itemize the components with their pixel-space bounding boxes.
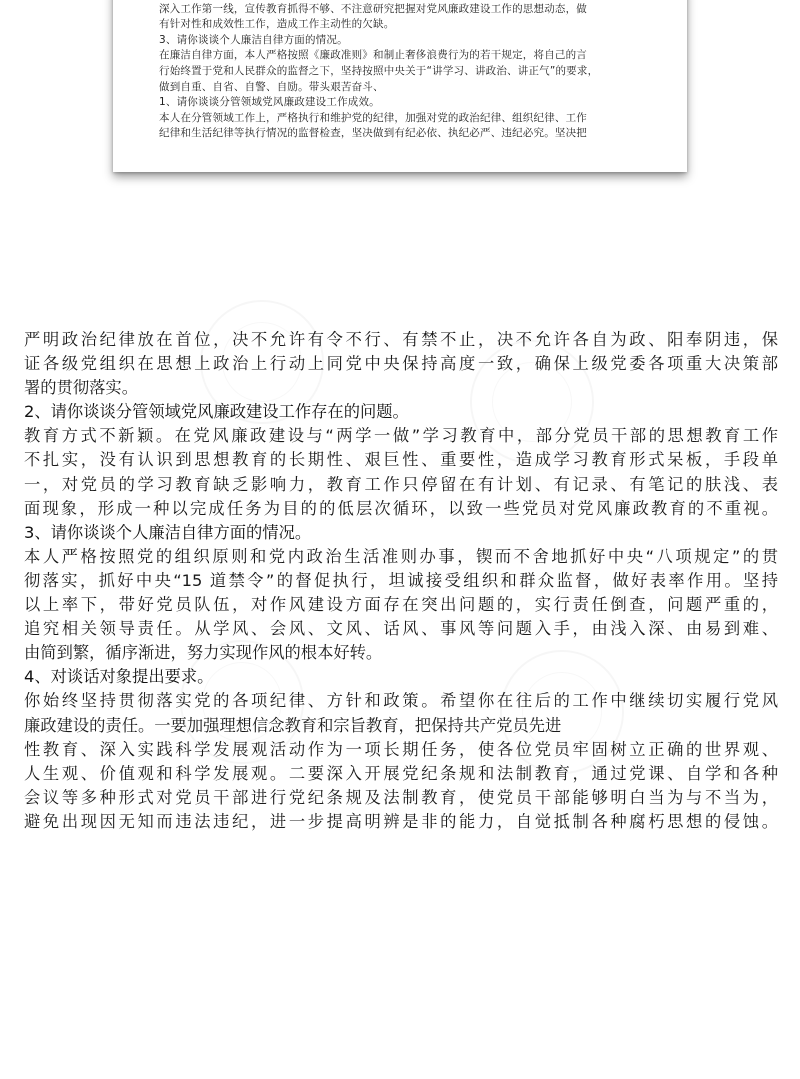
paragraph-line: 严明政治纪律放在首位，决不允许有令不行、有禁不止，决不允许各自为政、阳奉阴违，保 <box>24 330 778 349</box>
paragraph-line: 追究相关领导责任。从学风、会风、文风、话风、事风等问题入手，由浅入深、由易到难、 <box>24 619 778 639</box>
paragraph-line: 本人严格按照党的组织原则和党内政治生活准则办事，锲而不舍地抓好中央“八项规定”的贯 <box>24 546 778 566</box>
preview-line: 有针对性和成效性工作，造成工作主动性的欠缺。 <box>159 18 395 31</box>
paragraph-line: 廉政建设的责任。一要加强理想信念教育和宗旨教育，把保持共产党员先进 <box>24 715 562 735</box>
section-heading: 2、请你谈谈分管领域党风廉政建设工作存在的问题。 <box>24 402 409 422</box>
section-heading: 4、对谈话对象提出要求。 <box>24 667 214 687</box>
paragraph-line: 性教育、深入实践科学发展观活动作为一项长期任务，使各位党员牢固树立正确的世界观、 <box>24 739 778 759</box>
paragraph-line: 以上率下，带好党员队伍，对作风建设方面存在突出问题的，实行责任倒查，问题严重的， <box>24 595 778 615</box>
paragraph-line: 由简到繁，循序渐进，努力实现作风的根本好转。 <box>24 643 383 663</box>
paragraph-line: 不扎实，没有认识到思想教育的长期性、艰巨性、重要性，造成学习教育形式呆板，手段单 <box>24 450 778 470</box>
preview-heading: 1、请你谈谈分管领域党风廉政建设工作成效。 <box>159 96 380 109</box>
preview-heading: 3、请你谈谈个人廉洁自律方面的情况。 <box>159 33 348 46</box>
preview-line: 深入工作第一线，宣传教育抓得不够、不注意研究把握对党风廉政建设工作的思想动态，做 <box>159 2 587 15</box>
section-heading: 3、请你谈谈个人廉洁自律方面的情况。 <box>24 522 312 542</box>
paragraph-line: 人生观、价值观和科学发展观。二要深入开展党纪条规和法制教育，通过党课、自学和各种 <box>24 763 778 783</box>
preview-text-block <box>159 0 649 142</box>
page-preview-card <box>113 0 687 172</box>
preview-line: 纪律和生活纪律等执行情况的监督检查，坚决做到有纪必依、执纪必严、违纪必究。坚决把 <box>159 127 587 140</box>
preview-line: 行始终置于党和人民群众的监督之下，坚持按照中央关于“讲学习、讲政治、讲正气”的要求， <box>159 64 599 77</box>
preview-line: 在廉洁自律方面，本人严格按照《廉政准则》和制止奢侈浪费行为的若干规定，将自己的言 <box>159 49 587 62</box>
paragraph-line: 你始终坚持贯彻落实党的各项纪律、方针和政策。希望你在往后的工作中继续切实履行党风 <box>24 691 778 711</box>
preview-line: 本人在分管领域工作上，严格执行和维护党的纪律，加强对党的政治纪律、组织纪律、工作 <box>159 111 587 124</box>
document-body <box>24 328 778 834</box>
paragraph-line: 会议等多种形式对党员干部进行党纪条规及法制教育，使党员干部能够明白当为与不当为， <box>24 787 778 807</box>
paragraph-line: 一，对党员的学习教育缺乏影响力，教育工作只停留在有计划、有记录、有笔记的肤浅、表 <box>24 474 778 494</box>
preview-line: 做到自重、自省、自警、自励。带头艰苦奋斗、 <box>159 80 384 93</box>
paragraph-line: 面现象，形成一种以完成任务为目的的低层次循环，以致一些党员对党风廉政教育的不重视。 <box>24 498 778 518</box>
paragraph-line: 证各级党组织在思想上政治上行动上同党中央保持高度一致，确保上级党委各项重大决策部 <box>24 354 778 374</box>
paragraph-line: 彻落实，抓好中央“15 道禁令”的督促执行，坦诚接受组织和群众监督，做好表率作用。坚持 <box>24 570 778 590</box>
paragraph-line: 避免出现因无知而违法违纪，进一步提高明辨是非的能力，自觉抵制各种腐朽思想的侵蚀。 <box>24 811 778 831</box>
paragraph-line: 教育方式不新颖。在党风廉政建设与“两学一做”学习教育中，部分党员干部的思想教育工作 <box>24 426 778 446</box>
paragraph-line: 署的贯彻落实。 <box>24 378 138 398</box>
